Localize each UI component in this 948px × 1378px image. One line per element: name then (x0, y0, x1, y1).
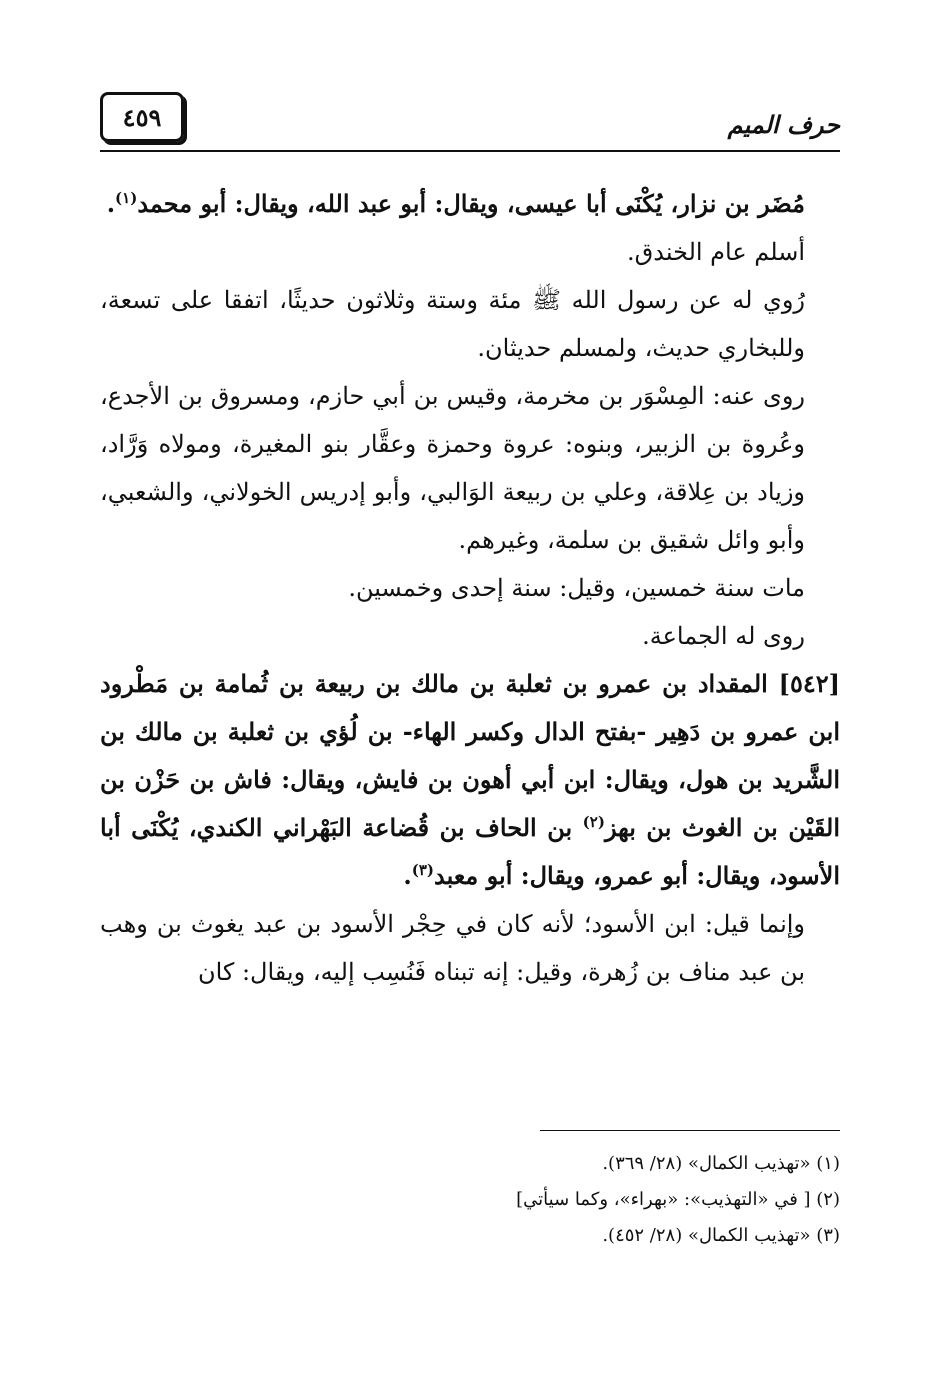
footnote-2: (٢) [ في «التهذيب»: «بهراء»، وكما سيأتي] (516, 1189, 840, 1210)
paragraph-ibn-aswad: وإنما قيل: ابن الأسود؛ لأنه كان في حِجْر الأسود بن عبد يغوث بن وهب بن عبد مناف بن زُهرة، وقيل: إنه تبناه فَنُسِب إليه، ويقال: كان (100, 910, 805, 986)
footnote-ref-2: (٢) (582, 813, 605, 831)
main-text (100, 180, 840, 996)
paragraph-jamaa: روى له الجماعة. (642, 622, 805, 650)
running-title: حرف الميم (727, 110, 840, 139)
paragraph-islam: أسلم عام الخندق. (626, 238, 805, 266)
entry-542-heading: [٥٤٢] المقداد بن عمرو بن ثعلبة بن مالك بن ربيعة بن ثُمامة بن مَطْرود ابن عمرو بن دَهِير -بفتح الدال وكسر الهاء- بن لُؤي بن ثعلبة بن مالك بن الشَّريد بن هول، ويقال: ابن أبي أهون بن فايش، ويقال: فاش بن حَزْن بن القَيْن بن الغوث بن بهز$^{(٢)}$ بن الحاف بن قُضاعة البَهْراني الكندي، يُكْنَى أبا الأسود، ويقال: أبو عمرو، ويقال: أبو معبد$^{(٣)}$. (100, 669, 840, 890)
page-header (100, 92, 840, 156)
footnote-ref-1: (١) (115, 189, 138, 207)
footnote-ref-3: (٣) (411, 861, 434, 879)
footnote-1: (١) «تهذيب الكمال» (٢٨/ ٣٦٩). (602, 1153, 840, 1174)
header-rule (100, 150, 840, 152)
paragraph-hadith-count: رُوي له عن رسول الله ﷺ مئة وستة وثلاثون حديثًا، اتفقا على تسعة، وللبخاري حديث، ولمسلم حديثان. (100, 286, 805, 362)
footnotes (100, 1146, 840, 1254)
paragraph-narrators: روى عنه: المِسْوَر بن مخرمة، وقيس بن أبي حازم، ومسروق بن الأجدع، وعُروة بن الزبير، وبنوه: عروة وحمزة وعقَّار بنو المغيرة، ومولاه وَرَّاد، وزياد بن عِلاقة، وعلي بن ربيعة الوَالبي، وأبو إدريس الخولاني، والشعبي، وأبو وائل شقيق بن سلمة، وغيرهم. (100, 382, 806, 554)
paragraph-death: مات سنة خمسين، وقيل: سنة إحدى وخمسين. (348, 574, 805, 602)
footnote-separator (540, 1130, 840, 1131)
page-number: ٤٥٩ (100, 92, 184, 142)
entry-name-continuation: مُضَر بن نزار، يُكْنَى أبا عيسى، ويقال: أبو عبد الله، ويقال: أبو محمد$^{(١)}$. (106, 189, 805, 218)
footnote-3: (٣) «تهذيب الكمال» (٢٨/ ٤٥٢). (602, 1225, 840, 1246)
